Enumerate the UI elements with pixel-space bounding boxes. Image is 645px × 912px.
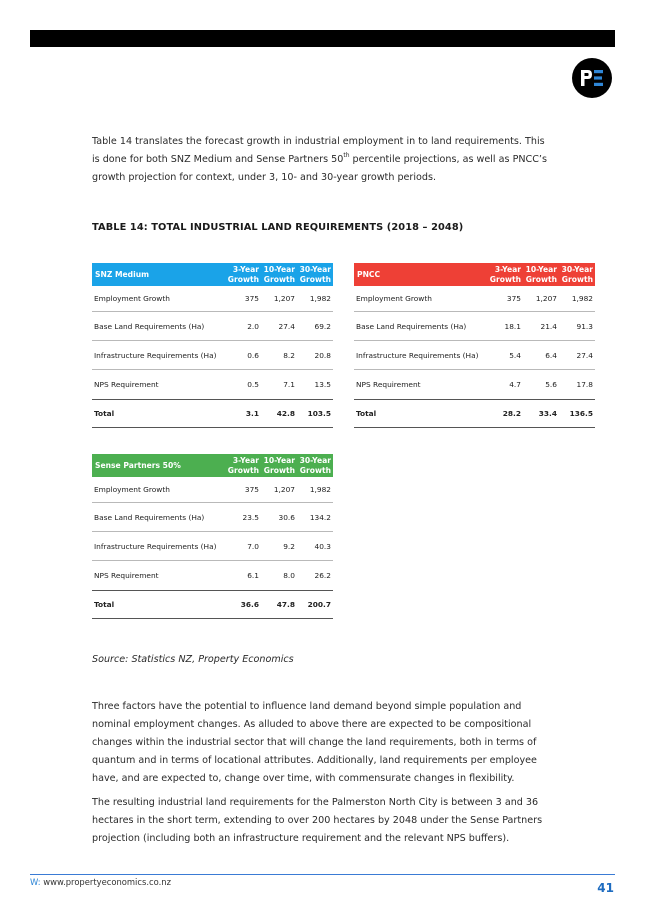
cell-value: 0.5 bbox=[247, 380, 259, 389]
cell-value: 6.4 bbox=[545, 350, 557, 360]
cell-value: 5.4 bbox=[509, 350, 521, 360]
total-row bbox=[92, 590, 333, 619]
cell-value: 103.5 bbox=[307, 409, 331, 418]
cell-value: 40.3 bbox=[314, 541, 331, 551]
cell-value: 42.8 bbox=[276, 409, 295, 418]
body-paragraph: Three factors have the potential to influence land demand beyond simple population and nominal employment changes. As alluded to above there are expected to be compositional changes within the industrial sector that will change the land requirements, both in terms of quantum and in terms of locational attributes. Additionally, land requirements per employee have, and are expected to, change over time, with commensurate changes in flexibility. bbox=[92, 701, 537, 784]
cell-value: 1,982 bbox=[309, 294, 331, 303]
cell-value: 5.6 bbox=[545, 380, 557, 389]
cell-value: 20.8 bbox=[314, 350, 331, 360]
cell-value: 33.4 bbox=[538, 409, 557, 418]
cell-value: 375 bbox=[506, 294, 521, 303]
row-label: Employment Growth bbox=[356, 294, 432, 303]
row-label: Infrastructure Requirements (Ha) bbox=[94, 350, 217, 360]
table-header bbox=[92, 263, 333, 286]
cell-value: 6.1 bbox=[247, 571, 259, 580]
cell-value: 23.5 bbox=[242, 512, 259, 522]
cell-value: 1,207 bbox=[273, 294, 295, 303]
cell-value: 4.7 bbox=[509, 380, 521, 389]
table-name: SNZ Medium bbox=[95, 270, 150, 279]
column-header: 10-Year Growth bbox=[263, 456, 295, 475]
cell-value: 134.2 bbox=[309, 512, 331, 522]
cell-value: 13.5 bbox=[314, 380, 331, 389]
cell-value: 1,982 bbox=[571, 294, 593, 303]
cell-value: 375 bbox=[244, 485, 259, 494]
column-header: 30-Year Growth bbox=[561, 265, 593, 284]
cell-value: 8.0 bbox=[283, 571, 295, 580]
row-label: Infrastructure Requirements (Ha) bbox=[356, 350, 479, 360]
column-header: 10-Year Growth bbox=[263, 265, 295, 284]
pe-logo-icon bbox=[572, 58, 612, 98]
table-name: Sense Partners 50% bbox=[95, 461, 181, 470]
table-row bbox=[92, 561, 333, 590]
column-header: 3-Year Growth bbox=[227, 456, 259, 475]
page-number: 41 bbox=[597, 881, 614, 895]
table-header bbox=[354, 263, 595, 286]
total-row bbox=[354, 399, 595, 428]
cell-value: 1,982 bbox=[309, 485, 331, 494]
header-bar bbox=[30, 30, 615, 47]
web-label: W: bbox=[30, 877, 41, 887]
total-row bbox=[92, 399, 333, 428]
table-row bbox=[354, 312, 595, 341]
cell-value: 375 bbox=[244, 294, 259, 303]
table-title: TABLE 14: TOTAL INDUSTRIAL LAND REQUIREMENTS (2018 – 2048) bbox=[92, 222, 464, 233]
row-label: Total bbox=[94, 409, 115, 418]
cell-value: 21.4 bbox=[540, 321, 557, 331]
cell-value: 7.1 bbox=[283, 380, 295, 389]
column-header: 10-Year Growth bbox=[525, 265, 557, 284]
cell-value: 91.3 bbox=[576, 321, 593, 331]
row-label: Base Land Requirements (Ha) bbox=[356, 321, 467, 331]
cell-value: 1,207 bbox=[273, 485, 295, 494]
row-label: Total bbox=[94, 600, 115, 609]
table-row bbox=[354, 341, 595, 370]
cell-value: 18.1 bbox=[504, 321, 521, 331]
table-name: PNCC bbox=[357, 270, 381, 279]
cell-value: 36.6 bbox=[240, 600, 259, 609]
row-label: Infrastructure Requirements (Ha) bbox=[94, 541, 217, 551]
table-row bbox=[92, 532, 333, 561]
column-header: 3-Year Growth bbox=[489, 265, 521, 284]
conclusion-paragraph: The resulting industrial land requirements for the Palmerston North City is between 3 and 36 hectares in the short term, extending to over 200 hectares by 2048 under the Sense Partners projection (including both an infrastructure requirement and the relevant NPS buffers). bbox=[92, 797, 543, 844]
column-header: 30-Year Growth bbox=[299, 456, 331, 475]
table-row bbox=[92, 477, 333, 503]
row-label: Base Land Requirements (Ha) bbox=[94, 321, 205, 331]
table-row bbox=[92, 503, 333, 532]
cell-value: 200.7 bbox=[307, 600, 331, 609]
row-label: NPS Requirement bbox=[94, 380, 159, 389]
pncc-table bbox=[354, 263, 595, 428]
cell-value: 30.6 bbox=[278, 512, 295, 522]
footer-website[interactable] bbox=[30, 877, 171, 887]
table-row bbox=[92, 286, 333, 312]
cell-value: 26.2 bbox=[314, 571, 331, 580]
cell-value: 9.2 bbox=[283, 541, 295, 551]
cell-value: 69.2 bbox=[314, 321, 331, 331]
cell-value: 17.8 bbox=[576, 380, 593, 389]
cell-value: 3.1 bbox=[245, 409, 259, 418]
sense-partners-table bbox=[92, 454, 333, 619]
table-row bbox=[92, 341, 333, 370]
table-row bbox=[354, 286, 595, 312]
row-label: NPS Requirement bbox=[356, 380, 421, 389]
intro-paragraph: Table 14 translates the forecast growth in industrial employment in to land requirements. This is done for both SNZ Medium and Sense Partners 50th percentile projections, as well as PNCC’s growth projection for context, under 3, 10- and 30-year growth periods. bbox=[92, 136, 547, 183]
footer-divider bbox=[30, 874, 615, 875]
cell-value: 2.0 bbox=[247, 321, 259, 331]
table-row bbox=[92, 370, 333, 399]
cell-value: 28.2 bbox=[502, 409, 521, 418]
table-row bbox=[92, 312, 333, 341]
row-label: Base Land Requirements (Ha) bbox=[94, 512, 205, 522]
cell-value: 8.2 bbox=[283, 350, 295, 360]
source-note: Source: Statistics NZ, Property Economics bbox=[92, 654, 294, 665]
row-label: Total bbox=[356, 409, 377, 418]
cell-value: 27.4 bbox=[576, 350, 593, 360]
row-label: NPS Requirement bbox=[94, 571, 159, 580]
cell-value: 47.8 bbox=[276, 600, 295, 609]
cell-value: 7.0 bbox=[247, 541, 259, 551]
column-header: 30-Year Growth bbox=[299, 265, 331, 284]
cell-value: 0.6 bbox=[247, 350, 259, 360]
row-label: Employment Growth bbox=[94, 485, 170, 494]
website-link[interactable]: www.propertyeconomics.co.nz bbox=[43, 877, 171, 887]
table-header bbox=[92, 454, 333, 477]
row-label: Employment Growth bbox=[94, 294, 170, 303]
snz-medium-table bbox=[92, 263, 333, 428]
cell-value: 27.4 bbox=[278, 321, 295, 331]
table-row bbox=[354, 370, 595, 399]
cell-value: 136.5 bbox=[569, 409, 593, 418]
cell-value: 1,207 bbox=[535, 294, 557, 303]
column-header: 3-Year Growth bbox=[227, 265, 259, 284]
